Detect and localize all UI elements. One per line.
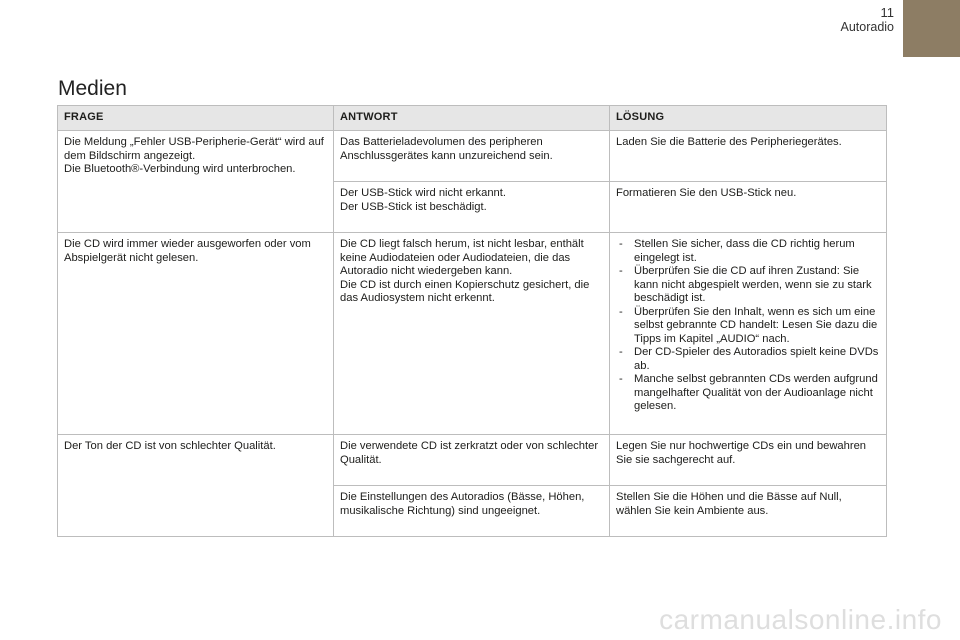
troubleshooting-table: [57, 105, 887, 537]
solution-list-item: - Überprüfen Sie die CD auf ihren Zustand: Sie kann nicht abgespielt werden, wenn sie zu stark beschädigt ist.: [616, 265, 880, 306]
solution-cell: Laden Sie die Batterie des Peripheriegerätes.: [610, 131, 887, 182]
solution-cell: Legen Sie nur hochwertige CDs ein und bewahren Sie sie sachgerecht auf.: [610, 435, 887, 486]
watermark: carmanualsonline.info: [659, 604, 942, 635]
solution-list-item: - Stellen Sie sicher, dass die CD richtig herum eingelegt ist.: [616, 238, 880, 265]
solution-list-item: - Überprüfen Sie den Inhalt, wenn es sich um eine selbst gebrannte CD handelt: Lesen Sie dazu die Tipps im Kapitel „AUDIO“ nach.: [616, 306, 880, 347]
solution-cell: Formatieren Sie den USB-Stick neu.: [610, 182, 887, 233]
column-header-question: FRAGE: [58, 106, 334, 131]
solution-cell: Stellen Sie die Höhen und die Bässe auf Null, wählen Sie kein Ambiente aus.: [610, 486, 887, 537]
table-row: [58, 435, 887, 486]
table-row: [58, 233, 887, 435]
table-row: [58, 131, 887, 182]
answer-cell: Die verwendete CD ist zerkratzt oder von schlechter Qualität.: [334, 435, 610, 486]
table-header-row: [58, 106, 887, 131]
answer-cell: Die CD liegt falsch herum, ist nicht lesbar, enthält keine Audiodateien oder Audiodateien, die das Autoradio nicht wiedergeben kann. Die CD ist durch einen Kopierschutz gesichert, die das Audiosystem nicht erkennt.: [334, 233, 610, 435]
column-header-answer: ANTWORT: [334, 106, 610, 131]
answer-cell: Das Batterieladevolumen des peripheren Anschlussgerätes kann unzureichend sein.: [334, 131, 610, 182]
question-cell: Die CD wird immer wieder ausgeworfen oder vom Abspielgerät nicht gelesen.: [58, 233, 334, 435]
question-cell: Die Meldung „Fehler USB-Peripherie-Gerät“ wird auf dem Bildschirm angezeigt. Die Bluetooth®-Verbindung wird unterbrochen.: [58, 131, 334, 233]
answer-cell: Der USB-Stick wird nicht erkannt. Der USB-Stick ist beschädigt.: [334, 182, 610, 233]
solution-list-item: - Manche selbst gebrannten CDs werden aufgrund mangelhafter Qualität von der Audioanlage nicht gelesen.: [616, 373, 880, 414]
answer-cell: Die Einstellungen des Autoradios (Bässe, Höhen, musikalische Richtung) sind ungeeignet.: [334, 486, 610, 537]
page-number: 11: [880, 5, 894, 20]
chapter-color-tab: [903, 0, 960, 57]
page-title: Medien: [58, 77, 127, 101]
section-name: Autoradio: [840, 20, 894, 34]
question-cell: Der Ton der CD ist von schlechter Qualität.: [58, 435, 334, 537]
solution-cell: [610, 233, 887, 435]
solution-list-item: - Der CD-Spieler des Autoradios spielt keine DVDs ab.: [616, 346, 880, 373]
column-header-solution: LÖSUNG: [610, 106, 887, 131]
solution-list: [616, 238, 880, 414]
